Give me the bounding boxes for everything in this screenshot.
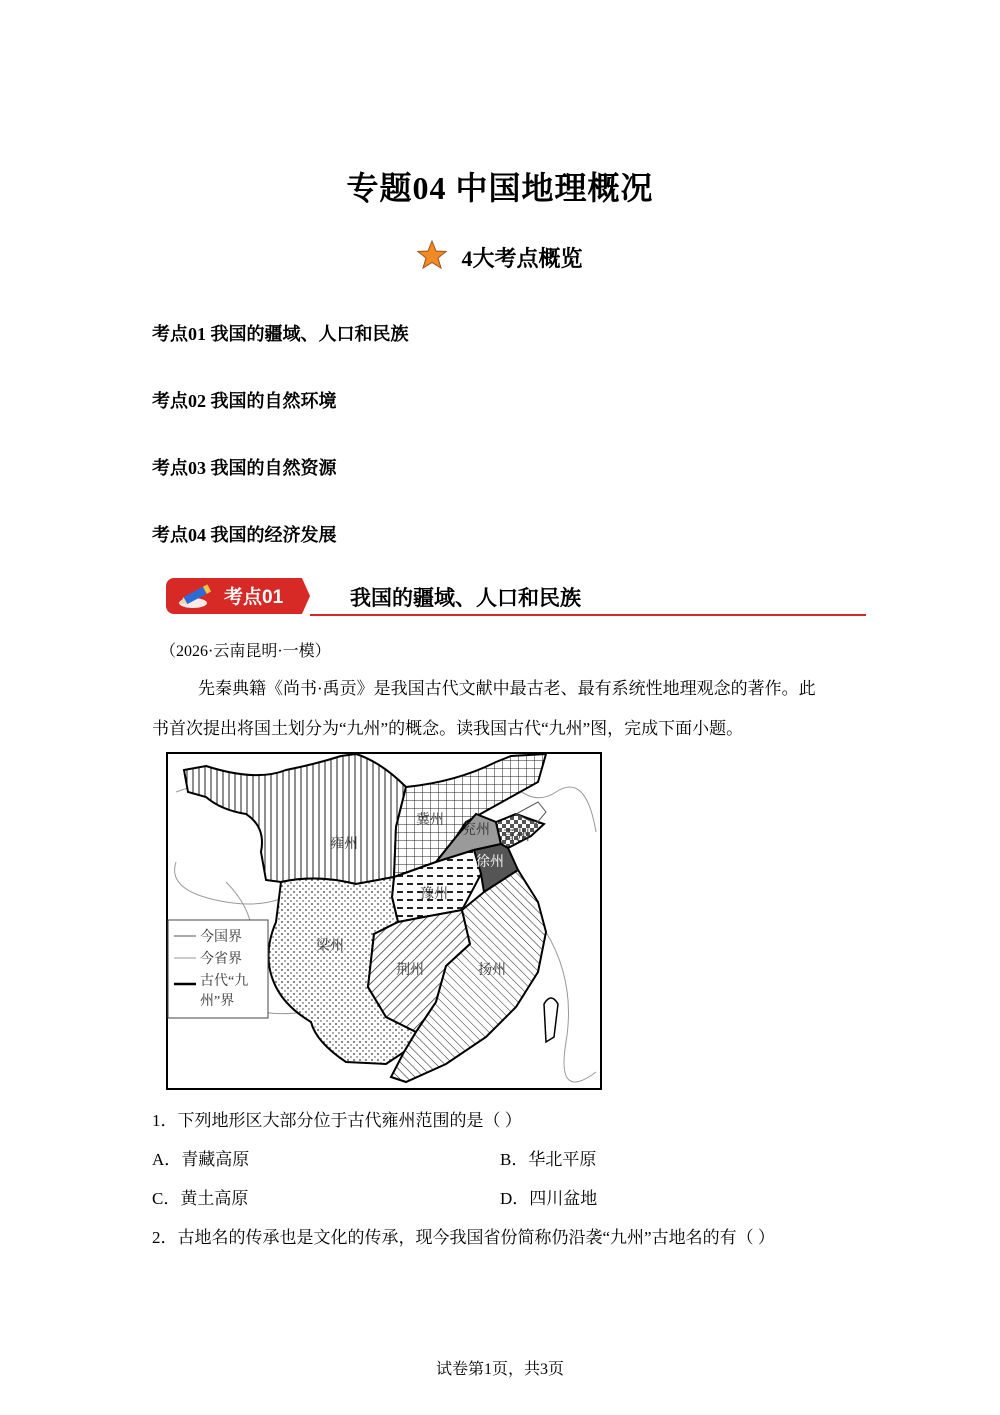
region-label-xuzhou: 徐州 [476, 855, 504, 870]
section-topic: 我国的疆域、人口和民族 [350, 587, 581, 610]
nine-provinces-map [166, 752, 602, 1090]
star-icon [417, 240, 447, 275]
region-label-jizhou: 冀州 [416, 813, 444, 828]
intro-line-1: 先秦典籍《尚书·禹贡》是我国古代文献中最古老、最有系统性地理观念的著作。此 [198, 679, 816, 698]
question-2: 2．古地名的传承也是文化的传承，现今我国省份简称仍沿袭“九州”古地名的有（ ） [152, 1228, 775, 1247]
q1-option-c[interactable]: C．黄土高原 [152, 1189, 249, 1208]
document-title: 专题04 中国地理概况 [346, 170, 654, 206]
section-banner [166, 576, 866, 618]
q1-option-a[interactable]: A．青藏高原 [152, 1150, 250, 1169]
key-point-3: 考点03 我国的自然资源 [152, 458, 337, 478]
key-point-1: 考点01 我国的疆域、人口和民族 [152, 324, 409, 344]
key-point-4: 考点04 我国的经济发展 [152, 525, 337, 545]
key-point-2: 考点02 我国的自然环境 [152, 391, 337, 411]
region-label-yangzhou: 扬州 [478, 963, 506, 978]
region-label-qingzhou: 青州 [502, 829, 530, 844]
q1-option-d[interactable]: D．四川盆地 [500, 1189, 598, 1208]
region-label-liangzhou: 梁州 [316, 939, 344, 954]
pencil-icon [176, 581, 216, 616]
section-tag: 考点01 [224, 587, 284, 608]
question-1: 1．下列地形区大部分位于古代雍州范围的是（ ） [152, 1111, 522, 1130]
section-underline [310, 614, 866, 616]
legend-national-border: 今国界 [200, 930, 242, 945]
q1-option-b[interactable]: B．华北平原 [500, 1150, 597, 1169]
overview-heading-row [0, 240, 1000, 275]
question-source: （2026·云南昆明·一模） [160, 643, 331, 660]
region-label-yongzhou: 雍州 [330, 837, 358, 852]
overview-heading: 4大考点概览 [461, 246, 583, 271]
intro-line-2: 书首次提出将国土划分为“九州”的概念。读我国古代“九州”图，完成下面小题。 [152, 719, 744, 738]
region-label-yanzhou: 兖州 [462, 823, 490, 838]
page-footer: 试卷第1页，共3页 [435, 1361, 564, 1378]
region-label-yuzhou: 豫州 [420, 887, 448, 902]
legend-ancient-border-2: 州”界 [200, 994, 235, 1009]
region-label-jingzhou: 荆州 [396, 963, 424, 978]
legend-ancient-border-1: 古代“九 [200, 974, 249, 989]
legend-province-border: 今省界 [200, 952, 242, 967]
